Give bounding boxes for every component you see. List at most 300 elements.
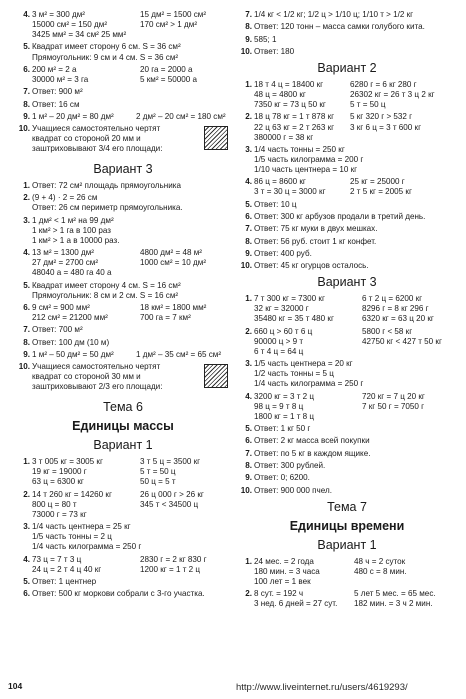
answer-line bbox=[32, 30, 230, 40]
answer-text-col2: 42750 кг < 427 т 50 кг bbox=[362, 336, 442, 346]
answer-line bbox=[32, 236, 230, 246]
answer-text: 1/4 часть тонны = 250 кг bbox=[254, 144, 345, 154]
answer-text-col2: 5 км² = 50000 а bbox=[140, 74, 198, 84]
answer-line bbox=[32, 589, 230, 599]
answer-text: Прямоугольник: 9 см и 4 см. S = 36 см² bbox=[32, 52, 179, 62]
answer-line bbox=[254, 187, 456, 197]
answer-line bbox=[32, 350, 230, 360]
answer-text-col2: 182 мин. = 3 ч 2 мин. bbox=[354, 599, 433, 609]
answer-line bbox=[32, 112, 230, 122]
answer-line bbox=[254, 461, 456, 471]
answer-line bbox=[254, 392, 456, 402]
answer-text: 7350 кг = 73 ц 50 кг bbox=[254, 100, 326, 110]
answer-text: 24 ц = 2 т 4 ц 40 кг bbox=[32, 564, 102, 574]
answer-text: Ответ: 900 000 пчел. bbox=[254, 485, 332, 495]
answer-text: 24 мес. = 2 года bbox=[254, 556, 314, 566]
answer-item bbox=[238, 145, 456, 175]
answer-text-col2: 2 т 5 кг = 2005 кг bbox=[350, 187, 412, 197]
answer-line bbox=[32, 181, 230, 191]
answer-text-col2: 6280 г = 6 кг 280 г bbox=[350, 79, 417, 89]
answer-text: 1800 кг = 1 т 8 ц bbox=[254, 411, 315, 421]
answer-text-col2: 170 см² > 1 дм² bbox=[140, 20, 198, 30]
answer-text-col2: 1200 кг = 1 т 2 ц bbox=[140, 564, 201, 574]
answer-text: 1 м² – 50 дм² = 50 дм² bbox=[32, 349, 114, 359]
answer-item bbox=[238, 200, 456, 210]
answer-text: 30000 м² = 3 га bbox=[32, 74, 89, 84]
answer-number: 5. bbox=[23, 280, 30, 290]
answer-line bbox=[254, 436, 456, 446]
answer-text: Ответ: 120 тонн – масса самки голубого кита. bbox=[254, 22, 425, 32]
answer-line bbox=[254, 35, 456, 45]
answer-text: 3 т = 30 ц = 3000 кг bbox=[254, 187, 326, 197]
answer-text-col2: 48 ч = 2 суток bbox=[354, 556, 406, 566]
answer-item bbox=[16, 325, 230, 335]
answer-text: 13 м² = 1300 дм² bbox=[32, 248, 94, 258]
answer-item bbox=[238, 10, 456, 20]
answer-line bbox=[254, 314, 456, 324]
answer-text: заштриховывают 2/3 его площади: bbox=[32, 382, 163, 392]
answer-line bbox=[254, 123, 456, 133]
answer-number: 7. bbox=[23, 325, 30, 335]
answer-line bbox=[32, 477, 230, 487]
answer-number: 10. bbox=[240, 485, 252, 495]
answer-text: квадрат со стороной 30 мм и bbox=[32, 372, 141, 382]
answer-line bbox=[32, 53, 230, 63]
answer-text-col2: 5 лет 5 мес. = 65 мес. bbox=[354, 589, 436, 599]
answer-line bbox=[32, 532, 230, 542]
answer-text-col2: 18 км² = 1800 мм² bbox=[140, 303, 207, 313]
answer-text: 1/4 часть килограмма = 250 г bbox=[254, 379, 364, 389]
answer-number: 1. bbox=[23, 181, 30, 191]
answer-item bbox=[238, 224, 456, 234]
answer-line bbox=[32, 313, 230, 323]
answer-text: 22 ц 63 кг = 2 т 263 кг bbox=[254, 122, 335, 132]
answer-text: 1 км² > 1 га в 100 раз bbox=[32, 225, 111, 235]
answer-text: Ответ: 900 м² bbox=[32, 87, 83, 97]
answer-text: Ответ: по 5 кг в каждом ящике. bbox=[254, 448, 371, 458]
answer-line bbox=[254, 486, 456, 496]
answer-number: 9. bbox=[245, 248, 252, 258]
answer-line bbox=[254, 557, 456, 567]
answer-text-col2: 5 т = 50 ц bbox=[350, 100, 386, 110]
answer-text: 19 кг = 19000 г bbox=[32, 467, 87, 477]
answer-item bbox=[16, 42, 230, 62]
answer-number: 8. bbox=[23, 337, 30, 347]
answer-text: 90000 ц > 9 т bbox=[254, 336, 304, 346]
answer-text-col2: 5 т = 50 ц bbox=[140, 467, 176, 477]
answer-number: 5. bbox=[245, 424, 252, 434]
answer-line bbox=[32, 467, 230, 477]
answer-line bbox=[254, 133, 456, 143]
answer-line bbox=[32, 144, 204, 154]
answer-number: 7. bbox=[23, 87, 30, 97]
answer-item bbox=[238, 294, 456, 324]
answer-line bbox=[32, 338, 230, 348]
answer-item bbox=[16, 112, 230, 122]
answer-text: 3 т 005 кг = 3005 кг bbox=[32, 457, 103, 467]
answer-text: 1/5 часть килограмма = 200 г bbox=[254, 154, 364, 164]
answer-line bbox=[254, 112, 456, 122]
answer-number: 1. bbox=[245, 79, 252, 89]
answer-text: (9 + 4) · 2 = 26 см bbox=[32, 193, 98, 203]
answer-number: 10. bbox=[240, 46, 252, 56]
answer-line bbox=[254, 567, 456, 577]
answer-number: 8. bbox=[245, 22, 252, 32]
answer-line bbox=[254, 165, 456, 175]
section-heading: Тема 6 bbox=[103, 400, 143, 415]
answer-number: 6. bbox=[23, 589, 30, 599]
answer-text: Прямоугольник: 8 см и 2 см. S = 16 см² bbox=[32, 290, 179, 300]
answer-text: 9 см² = 900 мм² bbox=[32, 303, 90, 313]
answer-line bbox=[32, 577, 230, 587]
answer-text: 7 т 300 кг = 7300 кг bbox=[254, 294, 325, 304]
answer-number: 5. bbox=[245, 199, 252, 209]
answer-number: 4. bbox=[23, 248, 30, 258]
answer-number: 4. bbox=[245, 177, 252, 187]
answer-line bbox=[32, 382, 204, 392]
answer-text: 32 кг = 32000 г bbox=[254, 304, 309, 314]
answer-item bbox=[238, 22, 456, 32]
answer-item bbox=[16, 124, 230, 158]
answer-item bbox=[238, 473, 456, 483]
answer-text: Ответ: 0; 6200. bbox=[254, 473, 310, 483]
answer-number: 9. bbox=[245, 34, 252, 44]
answer-item bbox=[16, 100, 230, 110]
answer-item bbox=[16, 193, 230, 213]
answer-number: 4. bbox=[23, 554, 30, 564]
answer-text-col2: 3 кг 6 ц = 3 т 600 кг bbox=[350, 122, 422, 132]
section-heading: Вариант 1 bbox=[93, 438, 153, 453]
answer-item bbox=[16, 181, 230, 191]
answer-number: 8. bbox=[245, 460, 252, 470]
answer-line bbox=[254, 100, 456, 110]
answer-number: 9. bbox=[23, 349, 30, 359]
answer-text: Ответ: 2 кг масса всей покупки bbox=[254, 436, 370, 446]
answer-item bbox=[16, 10, 230, 40]
answer-text-col2: 25 кг = 25000 г bbox=[350, 177, 405, 187]
answer-number: 10. bbox=[18, 362, 30, 372]
answer-item bbox=[16, 338, 230, 348]
answer-item bbox=[16, 248, 230, 278]
answer-text: заштриховывают 3/4 его площади: bbox=[32, 144, 163, 154]
answer-text: 1/4 часть центнера = 25 кг bbox=[32, 522, 131, 532]
answer-number: 7. bbox=[245, 448, 252, 458]
answer-item bbox=[238, 449, 456, 459]
answer-text: 800 ц = 80 т bbox=[32, 499, 77, 509]
answer-text: Ответ: 400 руб. bbox=[254, 248, 312, 258]
answer-item bbox=[238, 177, 456, 197]
answer-number: 6. bbox=[23, 64, 30, 74]
answer-text-col2: 7 кг 50 г = 7050 г bbox=[362, 401, 425, 411]
answer-item bbox=[238, 557, 456, 587]
answer-line bbox=[254, 237, 456, 247]
answer-item bbox=[238, 424, 456, 434]
answer-number: 6. bbox=[23, 303, 30, 313]
answer-item bbox=[16, 303, 230, 323]
answer-item bbox=[16, 490, 230, 520]
answer-text: 3200 кг = 3 т 2 ц bbox=[254, 391, 315, 401]
answer-text: 98 ц = 9 т 8 ц bbox=[254, 401, 304, 411]
answer-item bbox=[238, 212, 456, 222]
answer-text: Ответ: 45 кг огурцов осталось. bbox=[254, 261, 369, 271]
section-heading: Вариант 1 bbox=[317, 537, 377, 552]
answer-line bbox=[254, 145, 456, 155]
answer-line bbox=[32, 87, 230, 97]
answer-item bbox=[238, 261, 456, 271]
answer-text: 15000 см² = 150 дм² bbox=[32, 20, 108, 30]
answer-number: 6. bbox=[245, 212, 252, 221]
answer-line bbox=[32, 325, 230, 335]
answer-line bbox=[254, 412, 456, 422]
answer-number: 10. bbox=[240, 261, 252, 271]
answer-line bbox=[32, 203, 230, 213]
answer-item bbox=[16, 457, 230, 487]
answer-text-col2: 15 дм² = 1500 см² bbox=[140, 10, 207, 19]
answer-line bbox=[254, 424, 456, 434]
answer-line bbox=[254, 402, 456, 412]
answer-line bbox=[32, 510, 230, 520]
answer-number: 3. bbox=[245, 359, 252, 369]
answer-line bbox=[32, 555, 230, 565]
answer-number: 3. bbox=[23, 522, 30, 532]
answer-line bbox=[32, 75, 230, 85]
answer-item bbox=[16, 281, 230, 301]
answer-text-col2: 480 с = 8 мин. bbox=[354, 566, 407, 576]
answer-text-col2: 5800 г < 58 кг bbox=[362, 326, 413, 336]
answer-text: Ответ: 100 дм (10 м) bbox=[32, 337, 110, 347]
answer-number: 6. bbox=[245, 436, 252, 446]
answer-line bbox=[254, 347, 456, 357]
answer-text-col2: 2830 г = 2 кг 830 г bbox=[140, 554, 207, 564]
answer-text-col2: 1 дм² – 35 см² = 65 см² bbox=[136, 349, 222, 359]
answer-text-col2: 26 ц 000 г > 26 кг bbox=[140, 489, 204, 499]
answer-line bbox=[32, 281, 230, 291]
answer-line bbox=[32, 362, 204, 372]
answer-text: Квадрат имеет сторону 6 см. S = 36 см² bbox=[32, 42, 181, 52]
answer-item bbox=[238, 359, 456, 389]
answer-number: 5. bbox=[23, 42, 30, 52]
answer-number: 10. bbox=[18, 124, 30, 134]
answer-line bbox=[254, 369, 456, 379]
answer-text: Ответ: 56 руб. стоит 1 кг конфет. bbox=[254, 236, 377, 246]
answer-line bbox=[254, 249, 456, 259]
answer-number: 2. bbox=[245, 326, 252, 336]
answer-item bbox=[16, 87, 230, 97]
answer-text: Ответ: 300 кг арбузов продали в третий день. bbox=[254, 212, 426, 221]
section-heading: Тема 7 bbox=[327, 499, 367, 514]
answer-line bbox=[32, 372, 204, 382]
answer-line bbox=[254, 10, 456, 20]
answer-number: 7. bbox=[245, 224, 252, 234]
answer-text: 48 ц = 4800 кг bbox=[254, 90, 306, 100]
answer-number: 3. bbox=[23, 215, 30, 225]
answer-line bbox=[254, 200, 456, 210]
answer-text: 1/5 часть тонны = 2 ц bbox=[32, 532, 112, 542]
answer-line bbox=[32, 268, 230, 278]
answer-text-col2: 2 дм² – 20 см² = 180 см² bbox=[136, 111, 226, 121]
answer-line bbox=[32, 42, 230, 52]
answer-number: 2. bbox=[23, 193, 30, 203]
answer-item bbox=[16, 555, 230, 575]
section-heading: Единицы времени bbox=[289, 518, 405, 533]
answer-number: 1. bbox=[245, 294, 252, 304]
answer-line bbox=[32, 500, 230, 510]
answer-text: 86 ц = 8600 кг bbox=[254, 177, 306, 187]
answer-line bbox=[254, 294, 456, 304]
answer-line bbox=[32, 457, 230, 467]
right-column bbox=[238, 10, 456, 611]
answer-line bbox=[32, 10, 230, 20]
answer-text: 18 ц 78 кг = 1 т 878 кг bbox=[254, 112, 335, 122]
answer-item bbox=[238, 249, 456, 259]
answer-line bbox=[254, 261, 456, 271]
answer-text: Квадрат имеет сторону 4 см. S = 16 см² bbox=[32, 280, 181, 290]
answer-line bbox=[32, 124, 204, 134]
answer-text: Ответ: 16 см bbox=[32, 99, 80, 109]
answer-line bbox=[254, 212, 456, 222]
answer-text: 3425 мм² = 34 см² 25 мм² bbox=[32, 30, 127, 40]
answer-text: Учащиеся самостоятельно чертят bbox=[32, 362, 161, 372]
answer-line bbox=[254, 449, 456, 459]
answer-number: 5. bbox=[23, 577, 30, 587]
answer-text: Ответ: 300 рублей. bbox=[254, 460, 326, 470]
answer-line bbox=[32, 226, 230, 236]
answer-text: Ответ: 72 см² площадь прямоугольника bbox=[32, 181, 181, 191]
answer-number: 2. bbox=[245, 112, 252, 122]
answer-text: Ответ: 26 см периметр прямоугольника. bbox=[32, 203, 183, 213]
answer-line bbox=[254, 379, 456, 389]
answer-text: Ответ: 1 центнер bbox=[32, 577, 97, 587]
answer-text-col2: 1000 см² = 10 дм² bbox=[140, 258, 207, 268]
answer-line bbox=[32, 216, 230, 226]
answer-text: 27 дм² = 2700 см² bbox=[32, 258, 99, 268]
answer-line bbox=[254, 577, 456, 587]
answer-number: 8. bbox=[245, 236, 252, 246]
answer-text: Ответ: 75 кг муки в двух мешках. bbox=[254, 224, 378, 234]
answer-text: Ответ: 180 bbox=[254, 46, 295, 56]
answer-item bbox=[16, 350, 230, 360]
answer-item bbox=[16, 362, 230, 396]
answer-text: 18 т 4 ц = 18400 кг bbox=[254, 79, 324, 89]
answer-line bbox=[254, 599, 456, 609]
answer-text: 1/5 часть центнера = 20 кг bbox=[254, 359, 353, 369]
answer-text: 48040 а = 480 га 40 а bbox=[32, 268, 112, 278]
answer-line bbox=[254, 224, 456, 234]
answer-item bbox=[16, 65, 230, 85]
answer-number: 2. bbox=[245, 589, 252, 599]
answer-number: 1. bbox=[245, 556, 252, 566]
answer-line bbox=[254, 359, 456, 369]
answer-item bbox=[238, 327, 456, 357]
answer-text: 660 ц > 60 т 6 ц bbox=[254, 326, 313, 336]
answer-text: 585; 1 bbox=[254, 34, 277, 44]
answer-text-col2: 20 га = 2000 а bbox=[140, 64, 193, 74]
answer-text: 1/4 часть килограмма = 250 г bbox=[32, 542, 142, 552]
answer-line bbox=[254, 327, 456, 337]
answer-text: 380000 г = 38 кг bbox=[254, 132, 314, 142]
answer-text-col2: 8296 г = 8 кг 296 г bbox=[362, 304, 429, 314]
answer-text: 1 км² > 1 а в 10000 раз. bbox=[32, 235, 120, 245]
answer-text: Ответ: 1 кг 50 г bbox=[254, 424, 311, 434]
answer-text-col2: 720 кг = 7 ц 20 кг bbox=[362, 391, 425, 401]
answer-item bbox=[238, 589, 456, 609]
answer-line bbox=[254, 589, 456, 599]
answer-number: 2. bbox=[23, 489, 30, 499]
answer-text: 1 м² – 20 дм² = 80 дм² bbox=[32, 111, 114, 121]
answer-text-col2: 50 ц = 5 т bbox=[140, 477, 176, 487]
answer-text-col2: 700 га = 7 км² bbox=[140, 313, 191, 323]
answer-text: 1 дм² < 1 м² на 99 дм² bbox=[32, 215, 114, 225]
answer-item bbox=[238, 237, 456, 247]
answer-line bbox=[254, 90, 456, 100]
section-heading: Вариант 3 bbox=[93, 162, 153, 177]
answer-text-col2: 26302 кг = 26 т 3 ц 2 кг bbox=[350, 90, 435, 100]
answer-text: 1/2 часть тонны = 5 ц bbox=[254, 369, 334, 379]
answer-line bbox=[32, 20, 230, 30]
answer-number: 7. bbox=[245, 10, 252, 19]
answer-text: 14 т 260 кг = 14260 кг bbox=[32, 489, 112, 499]
watermark-url: http://www.liveinternet.ru/users/4619293/ bbox=[236, 682, 408, 693]
answer-item bbox=[238, 392, 456, 422]
answer-line bbox=[254, 22, 456, 32]
answer-text-col2: 345 т < 34500 ц bbox=[140, 499, 199, 509]
answer-text-col2: 5 кг 320 г > 532 г bbox=[350, 112, 413, 122]
answer-line bbox=[32, 565, 230, 575]
answer-item bbox=[16, 577, 230, 587]
answer-text: квадрат со стороной 20 мм и bbox=[32, 134, 141, 144]
hatched-square-figure bbox=[204, 364, 228, 388]
answer-number: 8. bbox=[23, 99, 30, 109]
answer-line bbox=[32, 100, 230, 110]
answer-text: 3 м² = 300 дм² bbox=[32, 10, 85, 19]
answer-line bbox=[254, 155, 456, 165]
answer-item bbox=[16, 216, 230, 246]
answer-item bbox=[238, 112, 456, 142]
answer-number: 1. bbox=[23, 457, 30, 467]
hatched-square-figure bbox=[204, 126, 228, 150]
answer-text: Учащиеся самостоятельно чертят bbox=[32, 124, 161, 134]
answer-text: 200 м² = 2 а bbox=[32, 64, 77, 74]
answer-line bbox=[254, 47, 456, 57]
answer-text: 6 т 4 ц = 64 ц bbox=[254, 346, 304, 356]
answer-text: Ответ: 10 ц bbox=[254, 199, 297, 209]
answer-line bbox=[32, 193, 230, 203]
section-heading: Вариант 3 bbox=[317, 275, 377, 290]
answer-text-col2: 3 т 5 ц = 3500 кг bbox=[140, 457, 201, 467]
answer-text: 35480 кг = 35 т 480 кг bbox=[254, 314, 334, 324]
answer-line bbox=[254, 80, 456, 90]
answer-number: 9. bbox=[245, 473, 252, 483]
answer-line bbox=[32, 490, 230, 500]
answer-number: 9. bbox=[23, 111, 30, 121]
section-heading: Единицы массы bbox=[72, 419, 174, 434]
answer-line bbox=[32, 522, 230, 532]
answer-item bbox=[16, 522, 230, 552]
answer-line bbox=[254, 473, 456, 483]
answer-item bbox=[238, 486, 456, 496]
answer-text: 63 ц = 6300 кг bbox=[32, 477, 84, 487]
answer-line bbox=[32, 248, 230, 258]
answer-line bbox=[32, 542, 230, 552]
answer-text: 1/10 часть центнера = 10 кг bbox=[254, 165, 358, 175]
answer-text: Ответ: 700 м² bbox=[32, 325, 83, 335]
answer-text: 100 лет = 1 век bbox=[254, 576, 311, 586]
answer-text: 73000 г = 73 кг bbox=[32, 509, 87, 519]
answer-number: 3. bbox=[245, 144, 252, 154]
answer-text: Ответ: 500 кг моркови собрали с 3-го участка. bbox=[32, 589, 205, 599]
answer-item bbox=[238, 47, 456, 57]
answer-line bbox=[32, 291, 230, 301]
